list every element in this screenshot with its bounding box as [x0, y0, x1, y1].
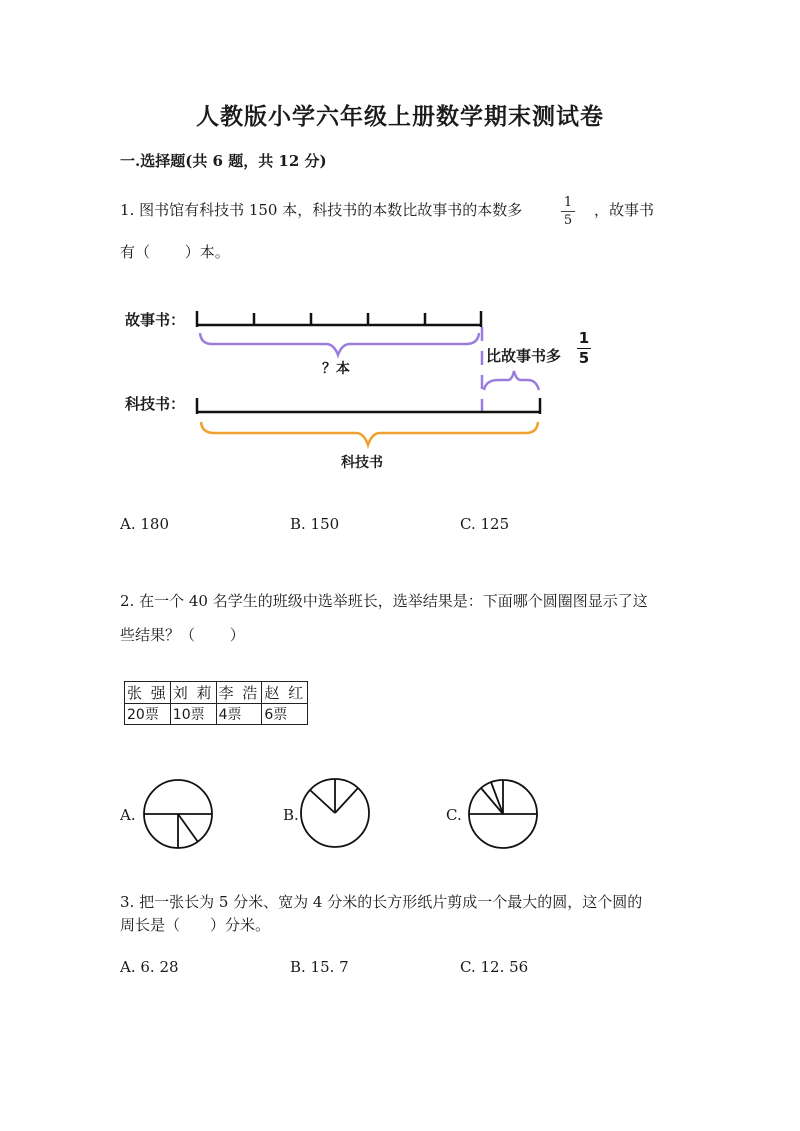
pie-chart-c[interactable] — [469, 780, 537, 848]
q1-line1: 1. 图书馆有科技书 150 本，科技书的本数比故事书的本数多 — [120, 201, 523, 219]
story-question: ？本 — [322, 361, 350, 377]
q1-option-c[interactable]: C. 125 — [460, 515, 510, 533]
q2-option-b[interactable]: B. — [283, 806, 299, 824]
q3-line1: 3. 把一张长为 5 分米、宽为 4 分米的长方形纸片剪成一个最大的圆，这个圆的 — [120, 893, 643, 911]
compare-label: 比故事书多 — [486, 347, 562, 365]
q1-line2: 有（ ）本。 — [120, 243, 230, 261]
compare-frac-num: 1 — [578, 329, 590, 347]
q2-option-a[interactable]: A. — [120, 806, 136, 824]
tech-label: 科技书： — [125, 395, 186, 413]
q3-option-a[interactable]: A. 6. 28 — [120, 958, 179, 976]
pie-chart-a[interactable] — [144, 780, 212, 848]
section-heading: 一.选择题(共 6 题，共 12 分) — [120, 152, 327, 170]
q2-option-c[interactable]: C. — [446, 806, 462, 824]
q3-option-b[interactable]: B. 15. 7 — [290, 958, 349, 976]
table-cell-votes: 10票 — [170, 704, 216, 725]
q3-option-c[interactable]: C. 12. 56 — [460, 958, 529, 976]
table-cell-name: 李 浩 — [216, 682, 262, 704]
table-cell-name: 刘 莉 — [170, 682, 216, 704]
q1-line1-end: ，故事书 — [594, 201, 655, 219]
tech-under-label: 科技书 — [341, 455, 383, 471]
table-cell-name: 赵 红 — [262, 682, 308, 704]
q2-line2: 些结果？（ ） — [120, 626, 245, 644]
pie-chart-b[interactable] — [301, 779, 369, 847]
table-cell-votes: 4票 — [216, 704, 262, 725]
q1-frac-den: 5 — [563, 213, 573, 228]
q1-frac-num: 1 — [563, 195, 573, 210]
page-title: 人教版小学六年级上册数学期末测试卷 — [196, 103, 604, 130]
q2-line1: 2. 在一个 40 名学生的班级中选举班长，选举结果是：下面哪个圆圈图显示了这 — [120, 592, 648, 610]
q1-option-b[interactable]: B. 150 — [290, 515, 340, 533]
compare-frac-den: 5 — [578, 349, 590, 367]
table-cell-name: 张 强 — [125, 682, 171, 704]
story-label: 故事书： — [125, 311, 186, 329]
table-cell-votes: 20票 — [125, 704, 171, 725]
q3-line2: 周长是（ ）分米。 — [120, 916, 271, 934]
q1-option-a[interactable]: A. 180 — [120, 515, 169, 533]
table-cell-votes: 6票 — [262, 704, 308, 725]
